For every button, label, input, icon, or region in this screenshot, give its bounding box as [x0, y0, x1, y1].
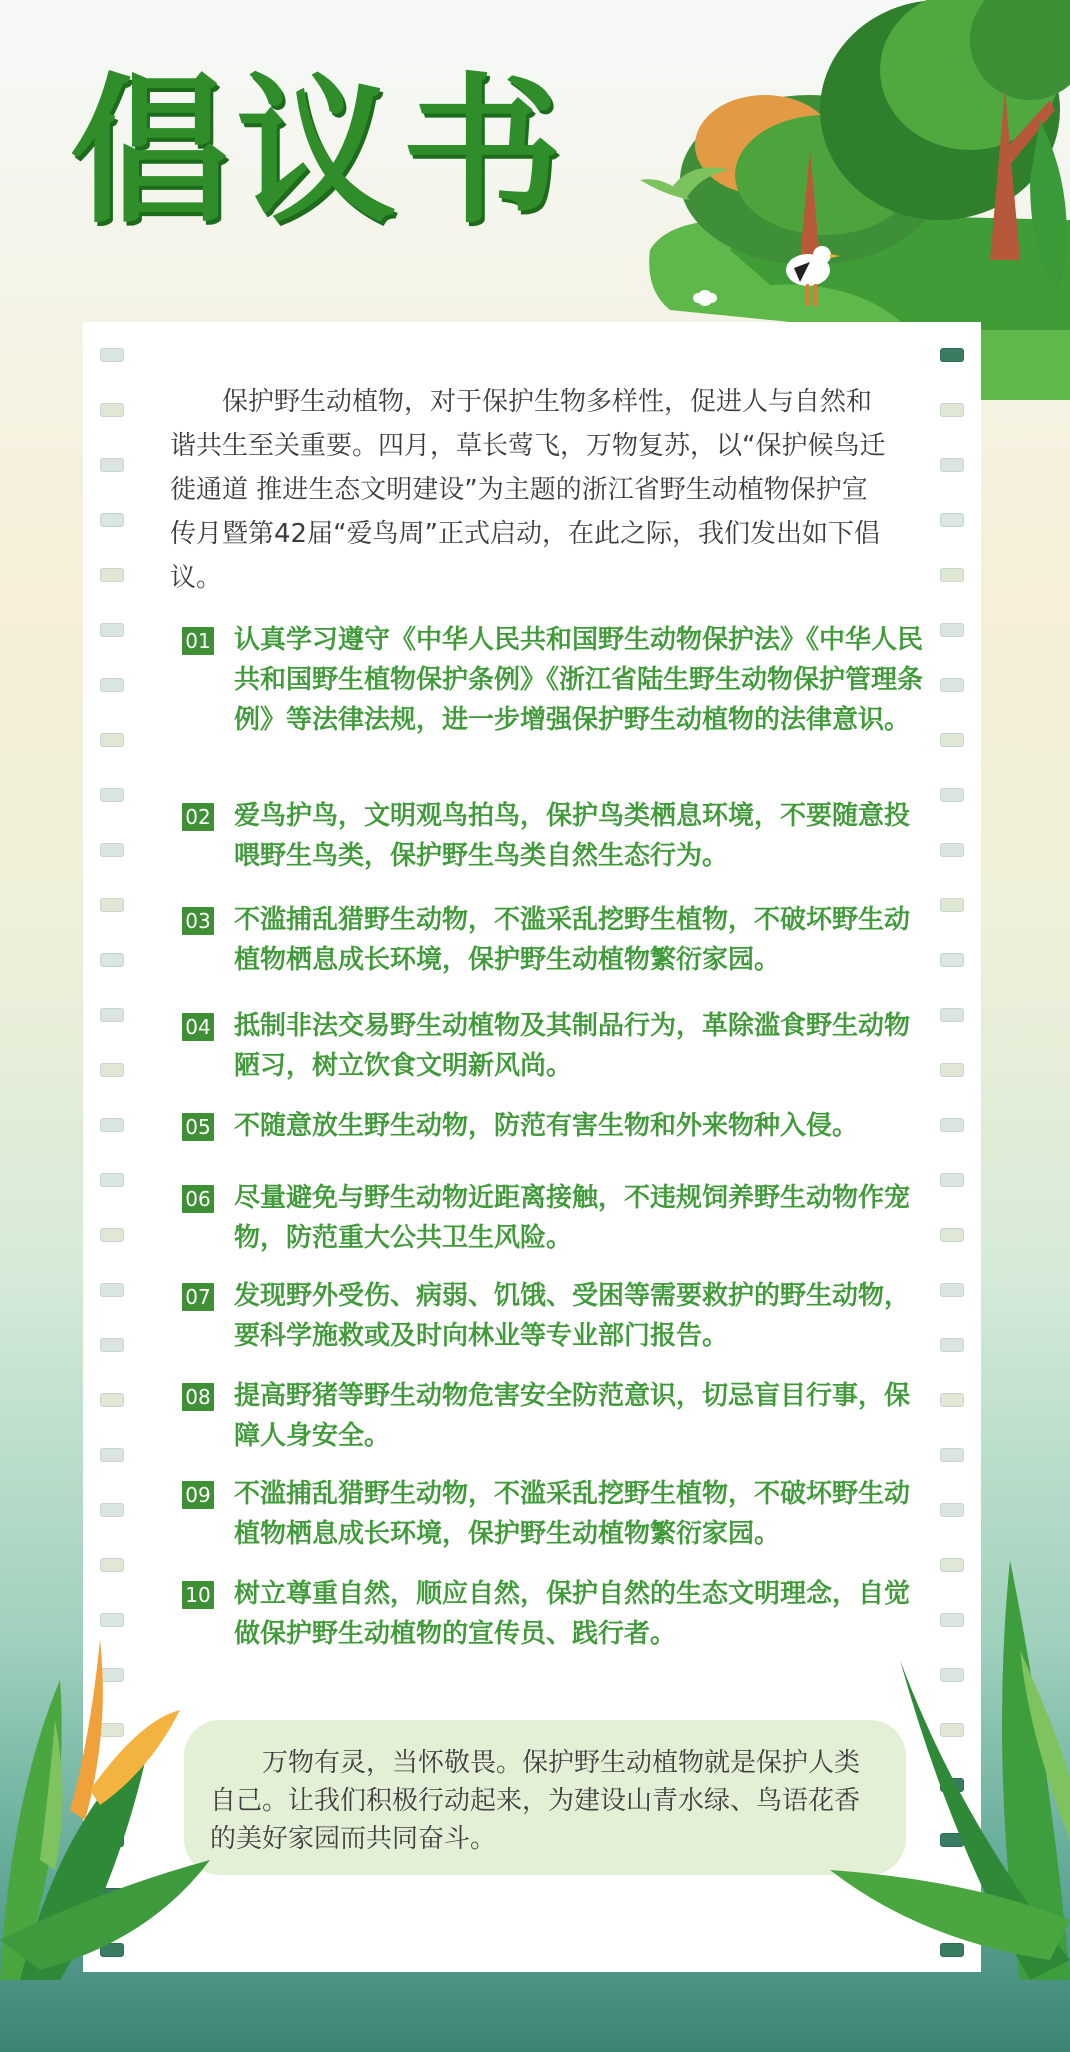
perforation-hole [100, 1393, 124, 1407]
perforation-hole [940, 623, 964, 637]
perforation-hole [940, 1503, 964, 1517]
item-number-badge: 08 [182, 1383, 214, 1411]
perforation-hole [940, 898, 964, 912]
item-number-badge: 10 [182, 1581, 214, 1609]
perforation-hole [100, 623, 124, 637]
perforation-hole [940, 1283, 964, 1297]
page-title: 倡议书 [70, 58, 569, 245]
item-number-badge: 03 [182, 907, 214, 935]
item-text: 抵制非法交易野生动植物及其制品行为，革除滥食野生动物陋习，树立饮食文明新风尚。 [234, 1011, 911, 1081]
perforation-hole [940, 513, 964, 527]
perforation-hole [100, 843, 124, 857]
item-text: 发现野外受伤、病弱、饥饿、受困等需要救护的野生动物，要科学施救或及时向林业等专业部门报告。 [234, 1281, 911, 1351]
perforation-hole [940, 678, 964, 692]
item-number-badge: 05 [182, 1113, 214, 1141]
item-text: 不滥捕乱猎野生动物，不滥采乱挖野生植物，不破坏野生动植物栖息成长环境，保护野生动植物繁衍家园。 [234, 905, 911, 975]
item-number-badge: 09 [182, 1481, 214, 1509]
closing-text: 万物有灵，当怀敬畏。保护野生动植物就是保护人类自己。让我们积极行动起来，为建设山青水绿、鸟语花香的美好家园而共同奋斗。 [210, 1748, 861, 1854]
item-text: 不随意放生野生动物，防范有害生物和外来物种入侵。 [234, 1111, 859, 1141]
perforation-hole [100, 678, 124, 692]
perforation-hole [100, 348, 124, 362]
perforation-hole [100, 1173, 124, 1187]
perforation-hole [940, 843, 964, 857]
item-text: 认真学习遵守《中华人民共和国野生动物保护法》《中华人民共和国野生植物保护条例》《浙江省陆生野生动物保护管理条例》等法律法规，进一步增强保护野生动植物的法律意识。 [234, 625, 924, 735]
leaves-right-illustration [810, 1540, 1070, 1980]
perforation-hole [100, 1008, 124, 1022]
perforation-hole [100, 513, 124, 527]
perforation-hole [940, 1393, 964, 1407]
item-number-badge: 07 [182, 1283, 214, 1311]
item-number-badge: 06 [182, 1185, 214, 1213]
item-number-badge: 01 [182, 627, 214, 655]
item-number-badge: 02 [182, 803, 214, 831]
perforation-hole [100, 1063, 124, 1077]
item-text: 爱鸟护鸟，文明观鸟拍鸟，保护鸟类栖息环境，不要随意投喂野生鸟类，保护野生鸟类自然生态行为。 [234, 801, 911, 871]
item-text: 提高野猪等野生动物危害安全防范意识，切忌盲目行事，保障人身安全。 [234, 1381, 911, 1451]
item-text: 不滥捕乱猎野生动物，不滥采乱挖野生植物，不破坏野生动植物栖息成长环境，保护野生动植物繁衍家园。 [234, 1479, 911, 1549]
perforation-hole [940, 1228, 964, 1242]
perforation-hole [100, 1503, 124, 1517]
item-text: 尽量避免与野生动物近距离接触，不违规饲养野生动物作宠物，防范重大公共卫生风险。 [234, 1183, 911, 1253]
perforation-hole [100, 1118, 124, 1132]
perforation-hole [940, 733, 964, 747]
perforation-hole [100, 1228, 124, 1242]
perforation-hole [940, 458, 964, 472]
perforation-hole [100, 568, 124, 582]
perforation-hole [100, 403, 124, 417]
perforation-hole [940, 1173, 964, 1187]
perforation-hole [100, 953, 124, 967]
perforation-hole [940, 1008, 964, 1022]
perforation-hole [940, 348, 964, 362]
perforation-hole [100, 1448, 124, 1462]
perforation-hole [940, 403, 964, 417]
perforation-hole [100, 458, 124, 472]
perforation-hole [940, 568, 964, 582]
perforation-hole [940, 953, 964, 967]
perforation-hole [940, 788, 964, 802]
item-text: 树立尊重自然，顺应自然，保护自然的生态文明理念，自觉做保护野生动植物的宣传员、践行者。 [234, 1579, 911, 1649]
perforation-hole [940, 1448, 964, 1462]
closing-box [184, 1720, 906, 1875]
perforation-hole [100, 733, 124, 747]
perforation-hole [940, 1063, 964, 1077]
intro-paragraph: 保护野生动植物，对于保护生物多样性，促进人与自然和谐共生至关重要。四月，草长莺飞，万物复苏，以“保护候鸟迁徙通道 推进生态文明建设”为主题的浙江省野生动植物保护宣传月暨第42届“爱鸟周”正式启动，在此之际，我们发出如下倡议。 [170, 387, 886, 593]
perforation-hole [100, 1338, 124, 1352]
perforation-hole [940, 1118, 964, 1132]
perforation-hole [100, 1283, 124, 1297]
leaves-left-illustration [0, 1560, 230, 1980]
perforation-hole [100, 788, 124, 802]
item-number-badge: 04 [182, 1013, 214, 1041]
perforation-hole [100, 898, 124, 912]
perforation-hole [940, 1338, 964, 1352]
